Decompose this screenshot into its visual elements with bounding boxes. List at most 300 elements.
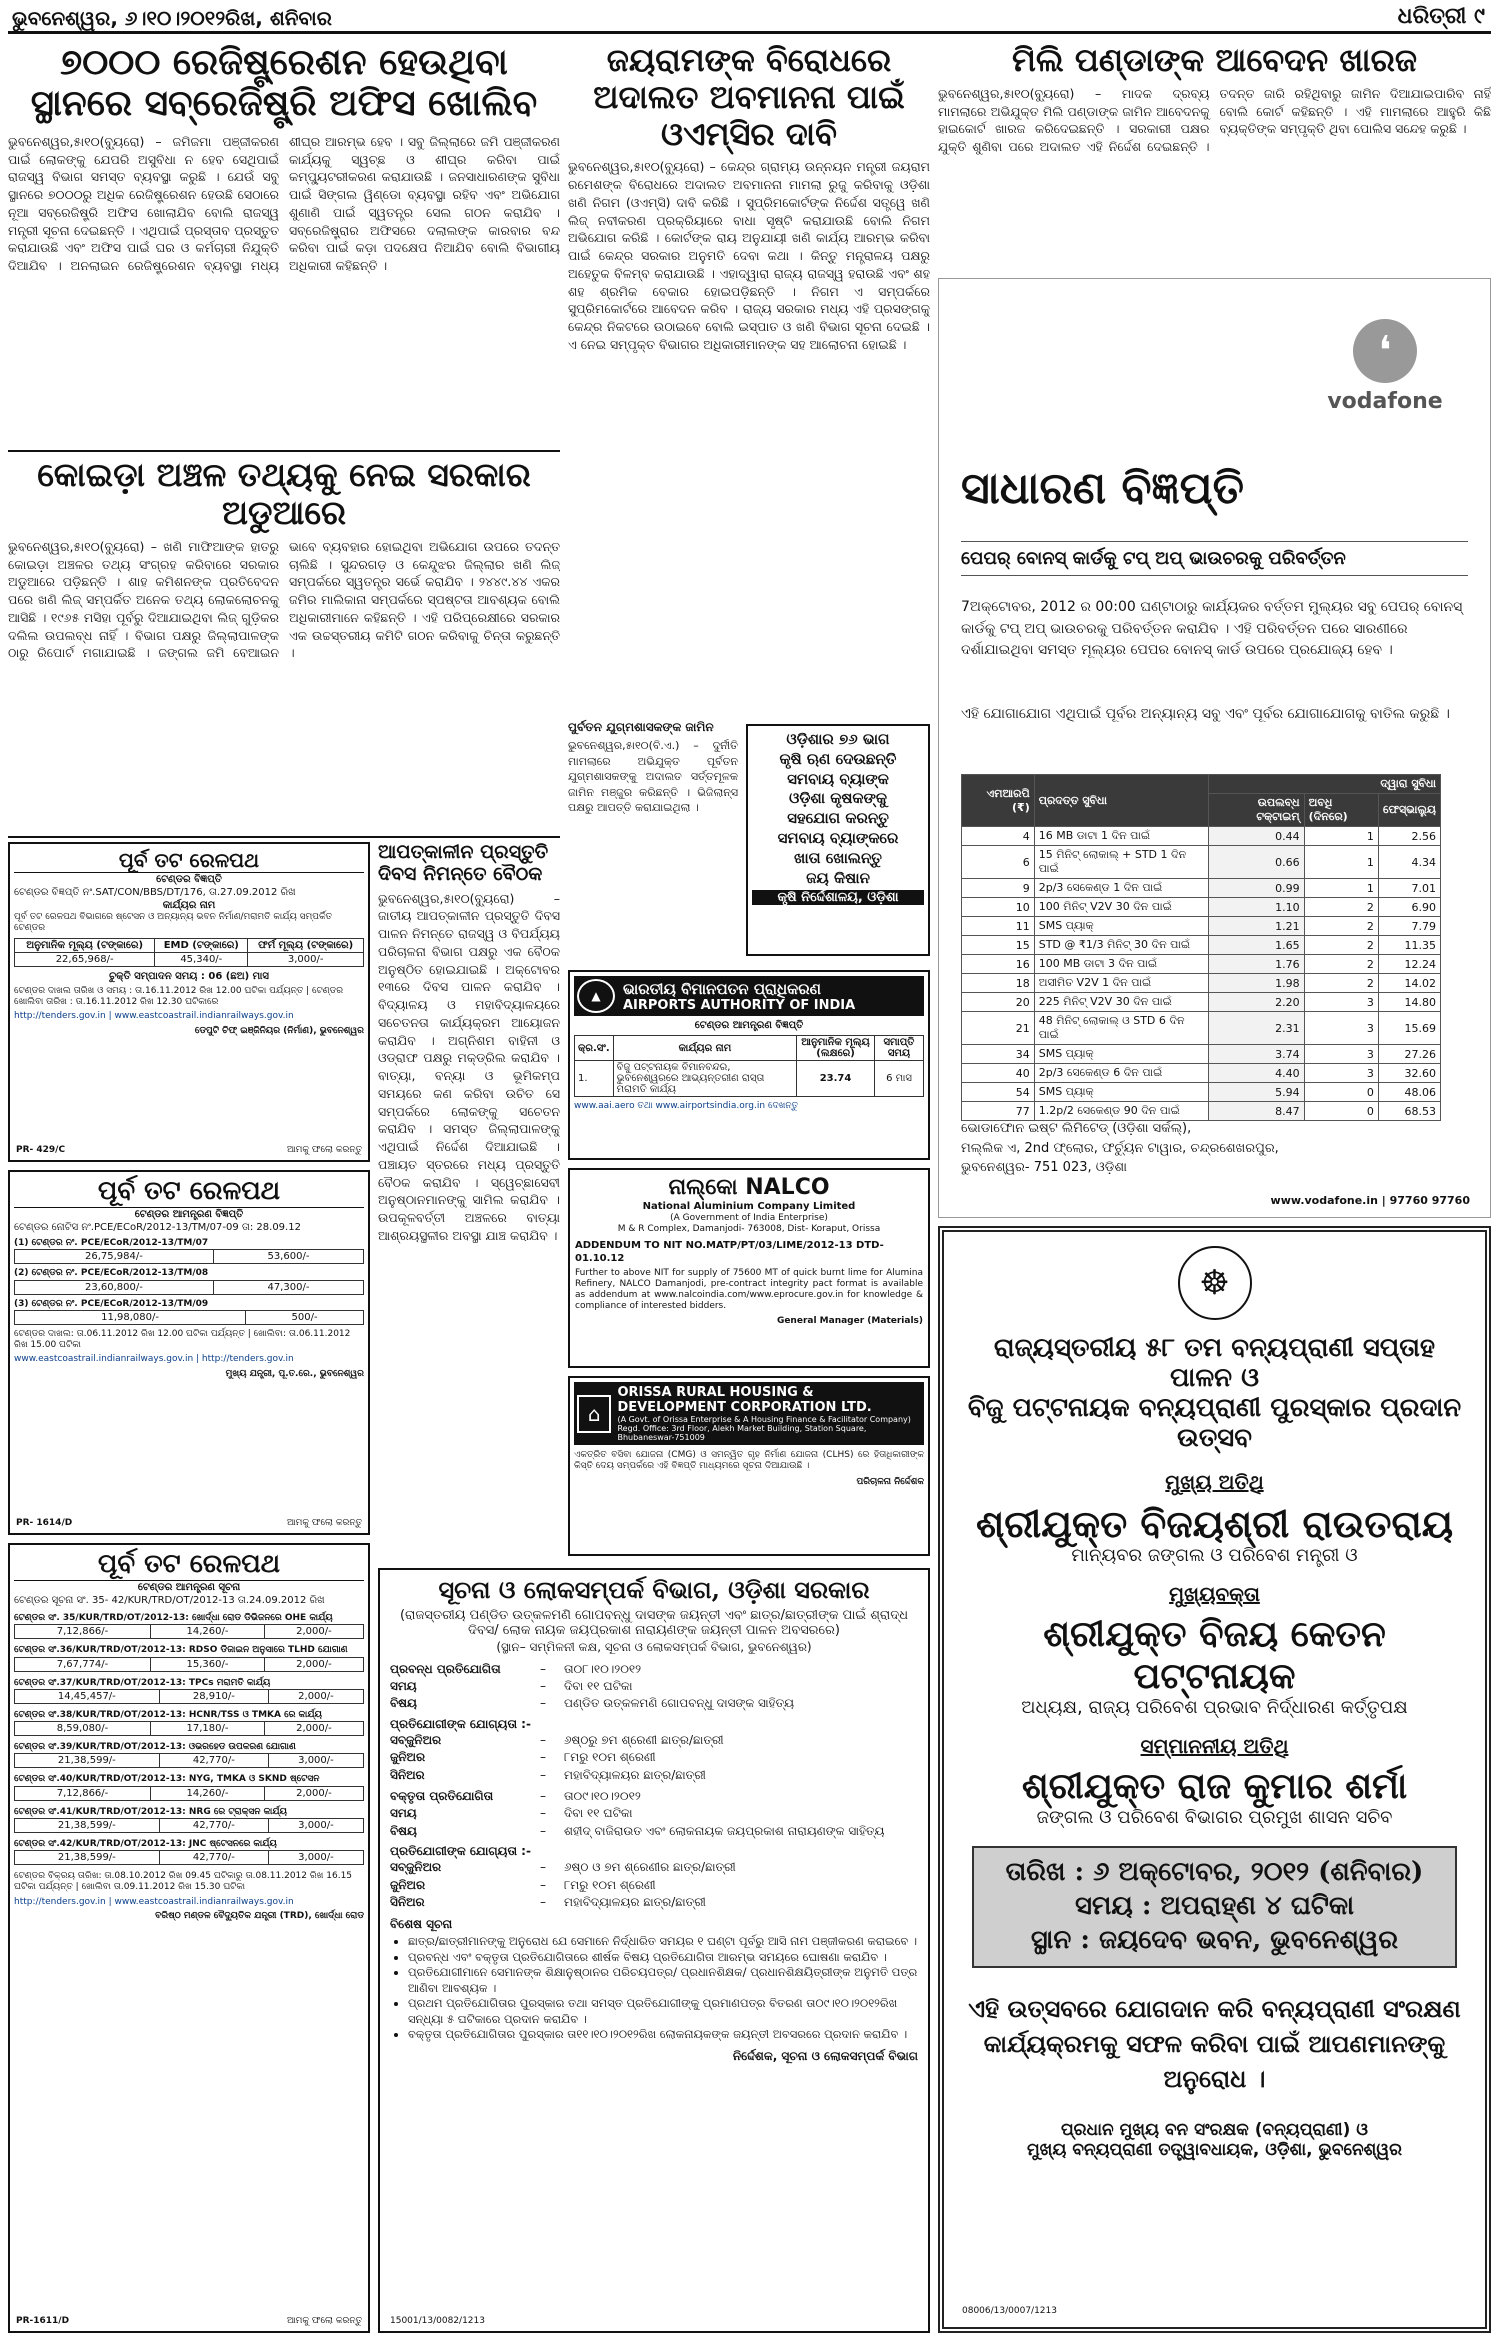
item-no: (3) ଟେଣ୍ଡର ନଂ. PCE/ECoR/2012-13/TM/09 xyxy=(14,1298,209,1309)
nalco-addendum: ADDENDUM TO NIT NO.MATP/PT/03/LIME/2012-13 DTD-01.10.12 xyxy=(575,1239,884,1264)
wildlife-sign2: ମୁଖ୍ୟ ବନ୍ୟପ୍ରାଣୀ ତତ୍ତ୍ୱାବଧାୟକ, ଓଡ଼ିଶା, ଭୁବନେଶ୍ୱର xyxy=(1026,2140,1403,2161)
aai-ad xyxy=(568,970,930,1160)
info-row-sep: – xyxy=(540,1894,546,1909)
vodafone-address: ଭୋଡାଫୋନ ଇଷ୍ଟ ଲିମିଟେଡ୍ (ଓଡ଼ିଶା ସର୍କଲ୍), ମଲ୍ଲିକ ଏ, 2nd ଫ୍ଲୋର, ଫର୍ଚ୍ୟୁନ ଟାୱାର, ଚନ୍ଦ୍ରଶେଖରପୁର, ଭୁବନେଶ୍ୱର- 751 023, ଓଡ଼ିଶା xyxy=(961,1121,1279,1175)
page-header xyxy=(8,4,1491,34)
item-form-cost: 2,000/- xyxy=(268,1689,363,1703)
tariff-cell: 6.90 xyxy=(1378,898,1440,917)
follow-text: ଆମକୁ ଫଲୋ କରନ୍ତୁ xyxy=(286,1144,362,1155)
info-row-label: ସମୟ xyxy=(390,1678,417,1693)
tariff-cell: SMS ପ୍ୟାକ୍ xyxy=(1034,1045,1208,1064)
chief-desig: ମାନ୍ୟବର ଜଙ୍ଗଲ ଓ ପରିବେଶ ମନ୍ତ୍ରୀ ଓ xyxy=(1071,1545,1358,1567)
item-emd: 28,910/- xyxy=(159,1689,268,1703)
tender-items xyxy=(14,1613,364,1865)
note-item: • ପ୍ରବନ୍ଧ ଏବଂ ବକ୍ତୃତା ପ୍ରତିଯୋଗିତାରେ ଶୀର୍ଷକ ବିଷୟ ପ୍ରତିଯୋଗିତା ଆରମ୍ଭ ସମୟରେ ଘୋଷଣା କରାଯିବ । xyxy=(408,1950,918,1966)
info-row-label: ସିନିଅର xyxy=(390,1894,425,1909)
tariff-row xyxy=(962,936,1441,955)
tariff-cell: 4.34 xyxy=(1378,846,1440,879)
vodafone-brand: vodafone xyxy=(1327,389,1443,414)
item-no: ଟେଣ୍ଡର ସଂ.39/KUR/TRD/OT/2012-13: ଓଭରହେଡ ଉପକରଣ ଯୋଗାଣ xyxy=(14,1742,296,1752)
coop-line: ଓଡ଼ିଶାର ୭୬ ଭାଗ xyxy=(786,730,890,748)
cooperative-ad xyxy=(746,724,930,956)
event-time: ସମୟ : ଅପରାହ୍ଣ ୪ ଘଟିକା xyxy=(1074,1891,1355,1922)
tariff-row xyxy=(962,993,1441,1012)
tender-title: ପୂର୍ବ ତଟ ରେଳପଥ xyxy=(14,1549,364,1581)
tender-item xyxy=(14,1710,364,1736)
vodafone-title: ସାଧାରଣ ବିଜ୍ଞପ୍ତି xyxy=(961,463,1244,514)
info-code: 15001/13/0082/1213 xyxy=(390,2315,485,2326)
tariff-cell: 11.35 xyxy=(1378,936,1440,955)
tender-dates: ଟେଣ୍ଡର ଦାଖଲ ତାରିଖ ଓ ସମୟ : ତା.16.11.2012 ରିଖ 12.00 ଘଟିକା ପର୍ଯ୍ୟନ୍ତ | ଟେଣ୍ଡର ଖୋଲିବା ତାରିଖ : ତା.16.11.2012 ରିଖ 12.30 ଘଟିକାରେ xyxy=(14,985,344,1007)
tariff-cell: 2p/3 ସେକେଣ୍ଡ 1 ଦିନ ପାଇଁ xyxy=(1034,879,1208,898)
tender-item xyxy=(14,1268,364,1294)
item-emd: 47,300/- xyxy=(213,1280,363,1294)
info-row xyxy=(390,1661,918,1678)
note-item: • ବକ୍ତୃତା ପ୍ରତିଯୋଗିତାର ପୁରସ୍କାର ତା୧୧।୧୦।୨୦୧୨ରିଖ ଲୋକନାୟକଙ୍କ ଜୟନ୍ତୀ ଅବସରରେ ପ୍ରଦାନ କରାଯିବ । xyxy=(408,2027,918,2043)
item-emd: 15,360/- xyxy=(151,1657,265,1671)
info-row-value: ଦିବା ୧୧ ଘଟିକା xyxy=(564,1806,633,1821)
wildlife-code: 08006/13/0007/1213 xyxy=(962,2305,1057,2316)
info-row-sep: – xyxy=(540,1806,546,1821)
info-row-sep: – xyxy=(540,1732,546,1747)
info-row-value: ତା୦୮।୧୦।୨୦୧୨ xyxy=(564,1661,642,1676)
orhdc-name1: ORISSA RURAL HOUSING & xyxy=(617,1385,814,1400)
info-row-value: ମହାବିଦ୍ୟାଳୟର ଛାତ୍ର/ଛାତ୍ରୀ xyxy=(564,1894,706,1909)
info-row xyxy=(390,1894,918,1911)
tender-subtitle: ଟେଣ୍ଡର ବିଜ୍ଞପ୍ତି xyxy=(156,874,222,885)
tariff-cell: 1 xyxy=(1304,827,1378,846)
tariff-cell: STD @ ₹1/3 ମିନିଟ୍ 30 ଦିନ ପାଇଁ xyxy=(1034,936,1208,955)
coop-line: ଖାତା ଖୋଲନ୍ତୁ xyxy=(793,848,883,867)
item-emd: 17,180/- xyxy=(151,1722,265,1736)
tariff-cell: 5.94 xyxy=(1208,1083,1304,1102)
tariff-cell: 4 xyxy=(962,827,1035,846)
tariff-cell: 48.06 xyxy=(1378,1083,1440,1102)
item-value: 7,67,774/- xyxy=(15,1657,151,1671)
item-form-cost: 2,000/- xyxy=(264,1625,363,1639)
info-row-sep: – xyxy=(540,1678,546,1693)
info-row-sep: – xyxy=(540,1823,546,1838)
nalco-address: M & R Complex, Damanjodi- 763008, Dist- Koraput, Orissa xyxy=(617,1224,881,1235)
story-koida xyxy=(8,456,560,858)
tender-item xyxy=(14,1839,364,1865)
tariff-row xyxy=(962,1045,1441,1064)
rail-tender-3 xyxy=(8,1543,370,2333)
orhdc-name2: DEVELOPMENT CORPORATION LTD. xyxy=(617,1400,872,1415)
coop-line: ସମବାୟ ବ୍ୟାଙ୍କ xyxy=(787,769,889,788)
item-emd: 14,260/- xyxy=(151,1786,265,1800)
item-value: 11,98,080/- xyxy=(15,1310,246,1324)
orhdc-sign: ପରିଚାଳନା ନିର୍ଦ୍ଦେଶକ xyxy=(856,1476,924,1487)
info-row-label: ବିଷୟ xyxy=(390,1823,417,1838)
wildlife-line2: ବିଜୁ ପଟ୍ଟନାୟକ ବନ୍ୟପ୍ରାଣୀ ପୁରସ୍କାର ପ୍ରଦାନ ଉତ୍ସବ xyxy=(967,1392,1462,1453)
dateline: ଭୁବନେଶ୍ୱର, ୬।୧୦।୨୦୧୨ରିଖ, ଶନିବାର xyxy=(12,6,332,30)
guest-desig: ଜଙ୍ଗଲ ଓ ପରିବେଶ ବିଭାଗର ପ୍ରମୁଖ ଶାସନ ସଚିବ xyxy=(1036,1807,1393,1829)
cost-table: ଅନୁମାନିକ ମୂଲ୍ୟ (ଟଙ୍କାରେ) EMD (ଟଙ୍କାରେ) ଫର୍ମ ମୂଲ୍ୟ (ଟଙ୍କାରେ) 22,65,968/- 45,340/- 3,000/- xyxy=(14,938,364,967)
contract-period: ଚୁକ୍ତି ସମ୍ପାଦନ ସମୟ : 06 (ଛଅ) ମାସ xyxy=(109,970,269,982)
item-no: (1) ଟେଣ୍ଡର ନଂ. PCE/ECoR/2012-13/TM/07 xyxy=(14,1238,209,1248)
tariff-cell: 7.79 xyxy=(1378,917,1440,936)
tender-items xyxy=(14,1238,364,1325)
note-item: • ଛାତ୍ର/ଛାତ୍ରୀମାନଙ୍କୁ ଅନୁରୋଧ ଯେ ସେମାନେ ନିର୍ଦ୍ଧାରିତ ସମୟର ୧ ଘଣ୍ଟା ପୂର୍ବରୁ ଆସି ନାମ ପଞ୍ଜୀକରଣ କରାଇବେ । xyxy=(408,1934,918,1950)
tariff-cell: ଅସୀମିତ V2V 1 ଦିନ ପାଇଁ xyxy=(1034,974,1208,993)
guest-label: ସମ୍ମାନନୀୟ ଅତିଥି xyxy=(1140,1734,1289,1759)
tender-dates: ଟେଣ୍ଡର ବିକ୍ରୟ ତାରିଖ: ତା.08.10.2012 ରିଖ 09.45 ଘଟିକାରୁ ତା.08.11.2012 ରିଖ 16.15 ଘଟିକା ପର୍ଯ୍ୟନ୍ତ | ଖୋଲିବା ତା.09.11.2012 ରିଖ 15.30 ଘଟିକା xyxy=(14,1871,353,1893)
tariff-cell: 225 ମିନିଟ୍ V2V 30 ଦିନ ପାଇଁ xyxy=(1034,993,1208,1012)
tariff-cell: 0 xyxy=(1304,1083,1378,1102)
vodafone-web[interactable]: www.vodafone.in | 97760 97760 xyxy=(1270,1194,1470,1207)
tariff-cell: 8.47 xyxy=(1208,1102,1304,1121)
tariff-row xyxy=(962,827,1441,846)
tariff-cell: 54 xyxy=(962,1083,1035,1102)
story-body: ଭୁବନେଶ୍ୱର,୫ା୧୦(ବି.ଏ.) – ଦୁର୍ନୀତି ମାମଲାରେ ଅଭିଯୁକ୍ତ ପୂର୍ବତନ ଯୁଗ୍ମଶାସକଙ୍କୁ ଅଦାଲତ ସର୍ତ୍ତମୂଳକ ଜାମିନ ମଞ୍ଜୁର କରିଛନ୍ତି । ଭିଜିଲାନ୍ସ ପକ୍ଷରୁ ଆପତ୍ତି କରାଯାଇଥିଲା । xyxy=(568,739,738,815)
tariff-cell: 1.98 xyxy=(1208,974,1304,993)
info-row-label: ବକ୍ତୃତା ପ୍ରତିଯୋଗିତା xyxy=(390,1788,494,1803)
coop-line: କୃଷି ଋଣ ଦେଉଛନ୍ତି xyxy=(779,749,897,768)
tariff-cell: 34 xyxy=(962,1045,1035,1064)
tariff-cell: 0.44 xyxy=(1208,827,1304,846)
tender-sign: ବରିଷ୍ଠ ମଣ୍ଡଳ ବୈଦ୍ୟୁତିକ ଯନ୍ତ୍ରୀ (TRD), ଖୋର୍ଦ୍ଧା ରୋଡ xyxy=(155,1910,364,1921)
tariff-cell: SMS ପ୍ୟାକ୍ xyxy=(1034,1083,1208,1102)
rail-tender-1 xyxy=(8,842,370,1162)
tender-subtitle: ଟେଣ୍ଡର ଆମନ୍ତ୍ରଣ ବିଜ୍ଞପ୍ତି xyxy=(134,1209,244,1220)
aai-name-en: AIRPORTS AUTHORITY OF INDIA xyxy=(623,997,856,1013)
info-row-value: ୮ମରୁ ୧୦ମ ଶ୍ରେଣୀ xyxy=(564,1877,656,1892)
tariff-cell: 1.76 xyxy=(1208,955,1304,974)
chief-label: ମୁଖ୍ୟ ଅତିଥି xyxy=(1165,1469,1264,1494)
orhdc-ad xyxy=(568,1376,930,1556)
tariff-cell: 15.69 xyxy=(1378,1012,1440,1045)
tariff-cell: 7.01 xyxy=(1378,879,1440,898)
tender-ref: ଟେଣ୍ଡର ସୂଚନା ସଂ. 35- 42/KUR/TRD/OT/2012-13 ତା.24.09.2012 ରିଖ xyxy=(14,1595,325,1606)
item-form-cost: 3,000/- xyxy=(268,1851,363,1865)
item-form-cost: 2,000/- xyxy=(264,1786,363,1800)
tender-ref: ଟେଣ୍ଡର ନୋଟିସ ନଂ.PCE/ECoR/2012-13/TM/07-09 ତା: 28.09.12 xyxy=(14,1222,301,1233)
item-form-cost: 3,000/- xyxy=(268,1754,363,1768)
tender-subtitle: ଟେଣ୍ଡର ଆମନ୍ତ୍ରଣ ସୂଚନା xyxy=(137,1582,241,1593)
story-body: ଭୁବନେଶ୍ୱର,୫ା୧୦(ବ୍ୟୁରୋ) – ମାଦକ ଦ୍ରବ୍ୟ ମାମଲାରେ ଅଭିଯୁକ୍ତ ମିଲି ପଣ୍ଡାଙ୍କ ଜାମିନ ଆବେଦନକୁ ହାଇକୋର୍ଟ ଖାରଜ କରିଦେଇଛନ୍ତି । ସରକାରୀ ପକ୍ଷର ଯୁକ୍ତି ଶୁଣିବା ପରେ ଅଦାଲତ ଏହି ନିର୍ଦ୍ଦେଶ ଦେଇଛନ୍ତି । ତଦନ୍ତ ଜାରି ରହିଥିବାରୁ ଜାମିନ ଦିଆଯାଇପାରିବ ନାହିଁ ବୋଲି କୋର୍ଟ କହିଛନ୍ତି । ଏହି ମାମଲାରେ ଆହୁରି କିଛି ବ୍ୟକ୍ତିଙ୍କ ସମ୍ପୃକ୍ତି ଥିବା ପୋଲିସ ସନ୍ଦେହ କରୁଛି । xyxy=(938,85,1491,155)
info-row xyxy=(390,1788,918,1805)
tariff-cell: 4.40 xyxy=(1208,1064,1304,1083)
story-registration xyxy=(8,42,560,443)
vodafone-subtitle: ପେପର୍ ବୋନସ୍ କାର୍ଡକୁ ଟପ୍ ଅପ୍ ଭାଉଚରକୁ ପରିବର୍ତ୍ତନ xyxy=(961,541,1468,576)
info-title: ସୂଚନା ଓ ଲୋକସମ୍ପର୍କ ବିଭାଗ, ଓଡ଼ିଶା ସରକାର xyxy=(438,1575,870,1604)
tariff-cell: 3.74 xyxy=(1208,1045,1304,1064)
divider xyxy=(8,450,560,452)
headline: ପୁର୍ବତନ ଯୁଗ୍ମଶାସକଙ୍କ ଜାମିନ xyxy=(568,720,714,734)
tariff-cell: 3 xyxy=(1304,993,1378,1012)
info-row-value: ଶହୀଦ୍ ବାଜିରାଉତ ଏବଂ ଲୋକନାୟକ ଜୟପ୍ରକାଶ ନାରାୟଣଙ୍କ ସାହିତ୍ୟ xyxy=(564,1823,885,1838)
info-row-label: ଜୁନିଅର xyxy=(390,1750,426,1765)
info-eligibility-2 xyxy=(390,1859,918,1911)
tariff-cell: 100 MB ଡାଟା 3 ଦିନ ପାଇଁ xyxy=(1034,955,1208,974)
tariff-cell: 2 xyxy=(1304,974,1378,993)
aai-logo-icon: ▲ xyxy=(577,979,615,1013)
tariff-cell: 2.20 xyxy=(1208,993,1304,1012)
tender-sign: ଡେପୁଟି ଚିଫ୍ ଇଞ୍ଜିନିୟର (ନିର୍ମାଣ), ଭୁବନେଶ୍ୱର xyxy=(194,1026,364,1037)
item-no: ଟେଣ୍ଡର ସଂ.40/KUR/TRD/OT/2012-13: NYG, TMKA ଓ SKND ଷ୍ଟେସନ xyxy=(14,1774,320,1785)
info-row-label: ସବ୍‌ଜୁନିଅର xyxy=(390,1860,442,1875)
story-body: ଭୁବନେଶ୍ୱର,୫ା୧୦(ବ୍ୟୁରୋ) – କେନ୍ଦ୍ର ଗ୍ରାମ୍ୟ ଉନ୍ନୟନ ମନ୍ତ୍ରୀ ଜୟରାମ ରମେଶଙ୍କ ବିରୋଧରେ ଅଦାଲତ ଅବମାନନା ମାମଲା ରୁଜୁ କରିବାକୁ ଓଡ଼ିଶା ଖଣି ନିଗମ (ଓଏମ୍‌ସି) ଦାବି କରିଛି । ସୁପ୍ରିମକୋର୍ଟଙ୍କ ନିର୍ଦ୍ଦେଶ ସତ୍ତ୍ୱେ ଖଣି ଲିଜ୍ ନବୀକରଣ ପ୍ରକ୍ରିୟାରେ ବାଧା ସୃଷ୍ଟି କରାଯାଉଛି ବୋଲି ନିଗମ ଅଭିଯୋଗ କରିଛି । କୋର୍ଟଙ୍କ ରାୟ ଅନୁଯାୟୀ ଖଣି କାର୍ଯ୍ୟ ଆରମ୍ଭ କରିବା ପାଇଁ କେନ୍ଦ୍ର ସରକାର ଅନୁମତି ଦେବା କଥା । କିନ୍ତୁ ମନ୍ତ୍ରାଳୟ ପକ୍ଷରୁ ଅହେତୁକ ବିଳମ୍ବ କରାଯାଉଛି । ଏହାଦ୍ୱାରା ରାଜ୍ୟ ରାଜସ୍ୱ ହରାଉଛି ଏବଂ ଶହ ଶହ ଶ୍ରମିକ ବେକାର ହୋଇପଡ଼ିଛନ୍ତି । ନିଗମ ଏ ସମ୍ପର୍କରେ ସୁପ୍ରିମକୋର୍ଟରେ ଆବେଦନ କରିବ । ରାଜ୍ୟ ସରକାର ମଧ୍ୟ ଏହି ପ୍ରସଙ୍ଗକୁ କେନ୍ଦ୍ର ନିକଟରେ ଉଠାଇବେ ବୋଲି ଇସ୍ପାତ ଓ ଖଣି ବିଭାଗ ସୂଚନା ଦେଇଛି । ଏ ନେଇ ସମ୍ପୃକ୍ତ ବିଭାଗର ଅଧିକାରୀମାନଙ୍କ ସହ ଆଲୋଚନା ହୋଇଛି । xyxy=(568,159,930,352)
speaker-name: ଶ୍ରୀଯୁକ୍ତ ବିଜୟ କେତନ ପଟ୍ଟନାୟକ xyxy=(1043,1613,1386,1697)
vodafone-table: ଏମଆରପି (₹) ପ୍ରଦତ୍ତ ସୁବିଧା ଦ୍ୱାରା ସୁବିଧା ଉପଲବ୍ଧ ଟକ୍‌ଟାଇମ୍ ଅବଧି (ଦିନରେ) ଫେସ୍‌ଭାଲ୍ୟୁ 4 16 MB ଡାଟା 1 ଦିନ ପାଇଁ 0.44 1 2.56 6 15 ମିନିଟ୍ ଲୋକାଲ୍ + STD 1 ଦିନ ପାଇଁ 0.66 1 4.34 9 2p/3 ସେକେଣ୍ଡ 1 ଦିନ ପାଇଁ 0.99 1 7.01 10 100 ମିନିଟ୍ V2V 30 ଦିନ ପାଇଁ 1.10 2 6.90 11 SMS ପ୍ୟାକ୍ 1.21 2 7.79 15 STD @ ₹1/3 ମିନିଟ୍ 30 ଦିନ ପାଇଁ 1.65 2 11.35 16 100 MB ଡାଟା 3 ଦିନ ପାଇଁ 1.76 2 12.24 18 ଅସୀମିତ V2V 1 ଦିନ ପାଇଁ 1.98 2 14.02 20 225 ମିନିଟ୍ V2V 30 ଦିନ ପାଇଁ 2.20 3 14.80 21 48 ମିନିଟ୍ ଲୋକାଲ୍ ଓ STD 6 ଦିନ ପାଇଁ 2.31 3 15.69 34 SMS ପ୍ୟାକ୍ 3.74 3 27.26 40 2p/3 ସେକେଣ୍ଡ 6 ଦିନ ପାଇଁ 4.40 3 32.60 54 SMS ପ୍ୟାକ୍ 5.94 0 48.06 77 1.2p/2 ସେକେଣ୍ଡ 90 ଦିନ ପାଇଁ 8.47 0 68.53 xyxy=(961,774,1441,1121)
tender-web[interactable]: http://tenders.gov.in | www.eastcoastrail.indianrailways.gov.in xyxy=(14,1896,294,1907)
tariff-cell: 2 xyxy=(1304,917,1378,936)
nalco-brand: ନାଲ୍‌କୋ NALCO xyxy=(668,1175,830,1200)
info-row xyxy=(390,1859,918,1876)
nalco-text: Further to above NIT for supply of 75600 MT of quick burnt lime for Alumina Refinery, NALCO Damanjodi, pre-contract integrity pact format is available as addendum at www.nalcoindia.com/www.eprocure.gov.in for knowledge & compliance of interested bidders. xyxy=(575,1267,923,1312)
coop-line: ଓଡ଼ିଶା କୃଷକଙ୍କୁ xyxy=(789,789,887,808)
item-emd: 42,770/- xyxy=(159,1851,268,1865)
tariff-cell: 0.99 xyxy=(1208,879,1304,898)
tariff-cell: 1.21 xyxy=(1208,917,1304,936)
item-no: ଟେଣ୍ଡର ସଂ.42/KUR/TRD/OT/2012-13: JNC ଷ୍ଟେସନରେ କାର୍ଯ୍ୟ xyxy=(14,1838,277,1849)
tender-title: ପୂର୍ବ ତଟ ରେଳପଥ xyxy=(14,1176,364,1208)
tariff-cell: 3 xyxy=(1304,1045,1378,1064)
headline: କୋଇଡ଼ା ଅଞ୍ଚଳ ତଥ୍ୟକୁ ନେଇ ସରକାର ଅଡୁଆରେ xyxy=(37,455,531,532)
chief-name: ଶ୍ରୀଯୁକ୍ତ ବିଜୟଶ୍ରୀ ରାଉତରାୟ xyxy=(975,1500,1454,1546)
vodafone-para1: 7ଅକ୍ଟୋବର, 2012 ର 00:00 ଘଣ୍ଟାଠାରୁ କାର୍ଯ୍ୟକର ବର୍ତ୍ତମ ମୁଲ୍ୟର ସବୁ ପେପର୍ ବୋନସ୍ କାର୍ଡକୁ ଟପ୍ ଅପ୍ ଭାଉଚରକୁ ପରିବର୍ତ୍ତନ କରାଯିବ । ଏହି ପରିବର୍ତ୍ତନ ପରେ ସାରଣୀରେ ଦର୍ଶାଯାଇଥିବା ସମସ୍ତ ମୂଲ୍ୟର ପେପର ବୋନସ୍ କାର୍ଡ ଉପରେ ପ୍ରଯୋଜ୍ୟ ହେବ । xyxy=(961,599,1463,659)
event-appeal: ଏହି ଉତ୍ସବରେ ଯୋଗଦାନ କରି ବନ୍ୟପ୍ରାଣୀ ସଂରକ୍ଷଣ କାର୍ଯ୍ୟକ୍ରମକୁ ସଫଳ କରିବା ପାଇଁ ଆପଣମାନଙ୍କୁ ଅନୁରୋଧ । xyxy=(968,1994,1461,2093)
item-emd: 500/- xyxy=(246,1310,364,1324)
tender-item xyxy=(14,1238,364,1264)
tariff-cell: 14.80 xyxy=(1378,993,1440,1012)
coop-footer: କୃଷି ନିର୍ଦ୍ଦେଶାଳୟ, ଓଡ଼ିଶା xyxy=(752,890,924,905)
tariff-cell: 2 xyxy=(1304,936,1378,955)
item-value: 23,60,800/- xyxy=(15,1280,214,1294)
tariff-cell: 9 xyxy=(962,879,1035,898)
info-row-value: ଦିବା ୧୧ ଘଟିକା xyxy=(564,1678,633,1693)
story-bail xyxy=(568,720,738,960)
tariff-cell: 20 xyxy=(962,993,1035,1012)
info-dept-ad xyxy=(378,1568,930,2333)
tariff-row xyxy=(962,917,1441,936)
tariff-row xyxy=(962,1012,1441,1045)
headline: ଜୟରାମଙ୍କ ବିରୋଧରେ ଅଦାଲତ ଅବମାନନା ପାଇଁ ଓଏମ୍‌ସିର ଦାବି xyxy=(593,41,905,153)
info-row xyxy=(390,1877,918,1894)
info-row-sep: – xyxy=(540,1788,546,1803)
tender-sign: ମୁଖ୍ୟ ଯନ୍ତ୍ରୀ, ପୂ.ତ.ରେ., ଭୁବନେଶ୍ୱର xyxy=(225,1368,364,1379)
tender-item xyxy=(14,1807,364,1833)
vodafone-ad xyxy=(938,278,1491,1218)
item-emd: 42,770/- xyxy=(159,1754,268,1768)
tender-code: PR- 429/C xyxy=(16,1144,66,1155)
item-value: 21,38,599/- xyxy=(15,1754,160,1768)
info-row-value: ମହାବିଦ୍ୟାଳୟର ଛାତ୍ର/ଛାତ୍ରୀ xyxy=(564,1767,706,1782)
info-row-sep: – xyxy=(540,1767,546,1782)
vodafone-speechmark-icon: ❛ xyxy=(1353,319,1417,383)
story-jairam xyxy=(568,42,930,698)
tender-code: PR- 1614/D xyxy=(16,1517,73,1528)
nalco-company: National Aluminium Company Limited xyxy=(642,1201,856,1212)
item-no: ଟେଣ୍ଡର ସଂ. 35/KUR/TRD/OT/2012-13: ଖୋର୍ଦ୍ଧା ରୋଡ ଡିଭିଜନରେ OHE କାର୍ଯ୍ୟ xyxy=(14,1613,333,1623)
info-row-sep: – xyxy=(540,1750,546,1765)
item-no: (2) ଟେଣ୍ଡର ନଂ. PCE/ECoR/2012-13/TM/08 xyxy=(14,1268,209,1279)
item-emd: 53,600/- xyxy=(213,1250,363,1264)
tariff-cell: 0 xyxy=(1304,1102,1378,1121)
nalco-sign: General Manager (Materials) xyxy=(776,1315,923,1326)
info-venue: (ସ୍ଥାନ– ସମ୍ମିଳନୀ କକ୍ଷ, ସୂଚନା ଓ ଲୋକସମ୍ପର୍କ ବିଭାଗ, ଭୁବନେଶ୍ୱର) xyxy=(496,1639,812,1654)
info-eligibility-1 xyxy=(390,1732,918,1784)
tariff-cell: 40 xyxy=(962,1064,1035,1083)
tariff-cell: 1.10 xyxy=(1208,898,1304,917)
tariff-cell: 14.02 xyxy=(1378,974,1440,993)
info-row-sep: – xyxy=(540,1877,546,1892)
tariff-row xyxy=(962,1083,1441,1102)
tariff-cell: 3 xyxy=(1304,1012,1378,1045)
speaker-desig: ଅଧ୍ୟକ୍ଷ, ରାଜ୍ୟ ପରିବେଶ ପ୍ରଭାବ ନିର୍ଦ୍ଧାରଣ କର୍ତ୍ତୃପକ୍ଷ xyxy=(1021,1697,1408,1719)
tariff-cell: SMS ପ୍ୟାକ୍ xyxy=(1034,917,1208,936)
info-row-sep: – xyxy=(540,1661,546,1676)
tariff-row xyxy=(962,974,1441,993)
aai-title: ଟେଣ୍ଡର ଆମନ୍ତ୍ରଣ ବିଜ୍ଞପ୍ତି xyxy=(694,1020,804,1031)
tender-title: ପୂର୍ବ ତଟ ରେଳପଥ xyxy=(14,848,364,873)
orhdc-text: ଏକତ୍ରିତ ବସିବା ଯୋଜନା (CMG) ଓ ସମନ୍ୱିତ ଗୃହ ନିର୍ମାଣ ଯୋଜନା (CLHS) ରେ ହିତାଧିକାରୀଙ୍କ କିସ୍ତି ଦେୟ ସମ୍ପର୍କରେ ଏହି ବିଜ୍ଞପ୍ତି ମାଧ୍ୟମରେ ସୂଚନା ଦିଆଯାଉଛି । xyxy=(574,1450,924,1472)
info-row-label: ବିଷୟ xyxy=(390,1696,417,1711)
tariff-cell: 15 xyxy=(962,936,1035,955)
tariff-cell: 2p/3 ସେକେଣ୍ଡ 6 ଦିନ ପାଇଁ xyxy=(1034,1064,1208,1083)
orhdc-sub: (A Govt. of Orissa Enterprise & A Housing Finance & Facilitator Company) xyxy=(617,1415,911,1424)
info-row xyxy=(390,1767,918,1784)
tariff-cell: 3 xyxy=(1304,1064,1378,1083)
coop-lines xyxy=(752,730,924,888)
orhdc-reg: Regd. Office: 3rd Floor, Alekh Market Building, Station Square, Bhubaneswar-751009 xyxy=(617,1424,867,1442)
tender-item xyxy=(14,1742,364,1768)
event-details xyxy=(972,1846,1457,1968)
tender-code: PR-1611/D xyxy=(16,2315,70,2326)
info-row-sep: – xyxy=(540,1860,546,1875)
tariff-cell: 6 xyxy=(962,846,1035,879)
tariff-row xyxy=(962,1064,1441,1083)
info-row-label: ସିନିଅର xyxy=(390,1767,425,1782)
wildlife-sign1: ପ୍ରଧାନ ମୁଖ୍ୟ ବନ ସଂରକ୍ଷକ (ବନ୍ୟପ୍ରାଣୀ) ଓ xyxy=(1060,2120,1369,2141)
note-list xyxy=(408,1934,918,2043)
tariff-cell: 32.60 xyxy=(1378,1064,1440,1083)
info-row-label: ସବ୍‌ଜୁନିଅର xyxy=(390,1732,442,1747)
tariff-row xyxy=(962,846,1441,879)
headline: ଆପତ୍‌କାଳୀନ ପ୍ରସ୍ତୁତି ଦିବସ ନିମନ୍ତେ ବୈଠକ xyxy=(378,841,549,885)
info-row xyxy=(390,1732,918,1749)
headline: ମିଲି ପଣ୍ଡାଙ୍କ ଆବେଦନ ଖାରଜ xyxy=(1012,41,1417,79)
item-value: 8,59,080/- xyxy=(15,1722,151,1736)
item-value: 7,12,866/- xyxy=(15,1625,151,1639)
aai-web[interactable]: www.aai.aero ତଥା www.airportsindia.org.in ଦେଖନ୍ତୁ xyxy=(574,1101,798,1111)
story-body: ଭୁବନେଶ୍ୱର,୫ା୧୦(ବ୍ୟୁରୋ) – ଜାତୀୟ ଆପତ୍‌କାଳୀନ ପ୍ରସ୍ତୁତି ଦିବସ ପାଳନ ନିମନ୍ତେ ରାଜସ୍ୱ ଓ ବିପର୍ଯ୍ୟୟ ପରିଚାଳନା ବିଭାଗ ପକ୍ଷରୁ ଏକ ବୈଠକ ଅନୁଷ୍ଠିତ ହୋଇଯାଇଛି । ଅକ୍ଟୋବର ୧୩ରେ ଦିବସ ପାଳନ କରାଯିବ । ବିଦ୍ୟାଳୟ ଓ ମହାବିଦ୍ୟାଳୟରେ ସଚେତନତା କାର୍ଯ୍ୟକ୍ରମ ଆୟୋଜନ କରାଯିବ । ଅଗ୍ନିଶମ ବାହିନୀ ଓ ଓଡ୍ରାଫ ପକ୍ଷରୁ ମକ୍‌ଡ୍ରିଲ କରାଯିବ । ବାତ୍ୟା, ବନ୍ୟା ଓ ଭୂମିକମ୍ପ ସମୟରେ କଣ କରିବା ଉଚିତ ସେ ସମ୍ପର୍କରେ ଲୋକଙ୍କୁ ସଚେତନ କରାଯିବ । ସମସ୍ତ ଜିଲ୍ଲାପାଳଙ୍କୁ ଏଥିପାଇଁ ନିର୍ଦ୍ଦେଶ ଦିଆଯାଇଛି । ପଞ୍ଚାୟତ ସ୍ତରରେ ମଧ୍ୟ ପ୍ରସ୍ତୁତି ବୈଠକ କରାଯିବ । ସ୍ୱେଚ୍ଛାସେବୀ ଅନୁଷ୍ଠାନମାନଙ୍କୁ ସାମିଲ କରାଯିବ । ଉପକୂଳବର୍ତ୍ତୀ ଅଞ୍ଚଳରେ ବାତ୍ୟା ଆଶ୍ରୟସ୍ଥଳୀର ଅବସ୍ଥା ଯାଞ୍ଚ କରାଯିବ । xyxy=(378,890,560,1243)
wildlife-ad xyxy=(938,1226,1491,2333)
tariff-cell: 12.24 xyxy=(1378,955,1440,974)
tender-item xyxy=(14,1774,364,1800)
tariff-cell: 2 xyxy=(1304,955,1378,974)
tariff-cell: 2 xyxy=(1304,898,1378,917)
tariff-cell: 2.56 xyxy=(1378,827,1440,846)
info-row-value: ୬ଷ୍ଠରୁ ୭ମ ଶ୍ରେଣୀ ଛାତ୍ର/ଛାତ୍ରୀ xyxy=(564,1732,724,1747)
work-label: କାର୍ଯ୍ୟର ନାମ xyxy=(162,900,216,911)
aai-name-or: ଭାରତୀୟ ବିମାନପତନ ପ୍ରାଧିକରଣ xyxy=(623,979,821,998)
info-row-value: ୮ମରୁ ୧୦ମ ଶ୍ରେଣୀ xyxy=(564,1750,656,1765)
info-row xyxy=(390,1805,918,1822)
item-no: ଟେଣ୍ଡର ସଂ.36/KUR/TRD/OT/2012-13: RDSO ଡିଜାଇନ ଅନୁସାରେ TLHD ଯୋଗାଣ xyxy=(14,1645,348,1656)
tariff-cell: 18 xyxy=(962,974,1035,993)
info-row xyxy=(390,1695,918,1712)
story-body: ଭୁବନେଶ୍ୱର,୫ା୧୦(ବ୍ୟୁରୋ) – ଜମିଜମା ପଞ୍ଜୀକରଣ ପାଇଁ ଲୋକଙ୍କୁ ଯେପରି ଅସୁବିଧା ନ ହେବ ସେଥିପାଇଁ ରାଜସ୍ୱ ବିଭାଗ ସମସ୍ତ ବ୍ୟବସ୍ଥା କରୁଛି । ଯେଉଁ ସବୁ ସ୍ଥାନରେ ୭୦୦୦ରୁ ଅଧିକ ରେଜିଷ୍ଟ୍ରେଶନ ହେଉଛି ସେଠାରେ ନୂଆ ସବ୍‌ରେଜିଷ୍ଟ୍ରି ଅଫିସ ଖୋଲାଯିବ ବୋଲି ରାଜସ୍ୱ ମନ୍ତ୍ରୀ ସୂଚନା ଦେଇଛନ୍ତି । ଏଥିପାଇଁ ପ୍ରସ୍ତାବ ପ୍ରସ୍ତୁତ କରାଯାଉଛି ଏବଂ ଅଫିସ ପାଇଁ ଘର ଓ କର୍ମଚାରୀ ନିଯୁକ୍ତି ଦିଆଯିବ । ଅନଲାଇନ ରେଜିଷ୍ଟ୍ରେଶନ ବ୍ୟବସ୍ଥା ମଧ୍ୟ ଶୀଘ୍ର ଆରମ୍ଭ ହେବ । ସବୁ ଜିଲ୍ଲାରେ ଜମି ପଞ୍ଜୀକରଣ କାର୍ଯ୍ୟକୁ ସ୍ୱଚ୍ଛ ଓ ଶୀଘ୍ର କରିବା ପାଇଁ କମ୍ପ୍ୟୁଟରୀକରଣ କରାଯାଉଛି । ଜନସାଧାରଣଙ୍କ ସୁବିଧା ପାଇଁ ସିଙ୍ଗଲ ୱିଣ୍ଡୋ ବ୍ୟବସ୍ଥା ରହିବ ଏବଂ ଅଭିଯୋଗ ଶୁଣାଣି ପାଇଁ ସ୍ୱତନ୍ତ୍ର ସେଲ ଗଠନ କରାଯିବ । ସବ୍‌ରେଜିଷ୍ଟ୍ରାର ଅଫିସରେ ଦଲାଲଙ୍କ କାରବାର ବନ୍ଦ କରିବା ପାଇଁ କଡ଼ା ପଦକ୍ଷେପ ନିଆଯିବ ବୋଲି ବିଭାଗୀୟ ଅଧିକାରୀ କହିଛନ୍ତି । xyxy=(8,133,560,274)
story-body: ଭୁବନେଶ୍ୱର,୫ା୧୦(ବ୍ୟୁରୋ) – ଖଣି ମାଫିଆଙ୍କ ହାତରୁ କୋଇଡ଼ା ଅଞ୍ଚଳର ତଥ୍ୟ ସଂଗ୍ରହ କରିବାରେ ସରକାର ଅଡୁଆରେ ପଡ଼ିଛନ୍ତି । ଶାହ କମିଶନଙ୍କ ପ୍ରତିବେଦନ ପରେ ଖଣି ଲିଜ୍ ସମ୍ପର୍କିତ ଅନେକ ତଥ୍ୟ ଲୋକଲୋଚନକୁ ଆସିଛି । ୧୯୬୫ ମସିହା ପୂର୍ବରୁ ଦିଆଯାଇଥିବା ଲିଜ୍ ଗୁଡ଼ିକର ଦଲିଲ ଉପଲବ୍ଧ ନାହିଁ । ବିଭାଗ ପକ୍ଷରୁ ଜିଲ୍ଲାପାଳଙ୍କ ଠାରୁ ରିପୋର୍ଟ ମଗାଯାଇଛି । ଜଙ୍ଗଲ ଜମି ବେଆଇନ ଭାବେ ବ୍ୟବହାର ହୋଇଥିବା ଅଭିଯୋଗ ଉପରେ ତଦନ୍ତ ଚାଲିଛି । ସୁନ୍ଦରଗଡ଼ ଓ କେନ୍ଦୁଝର ଜିଲ୍ଲାର ଖଣି ଲିଜ୍ ସମ୍ପର୍କରେ ସ୍ୱତନ୍ତ୍ର ସର୍ଭେ କରାଯିବ । ୨୪୪୯.୪୪ ଏକର ଜମିର ମାଲିକାନା ସମ୍ପର୍କରେ ସ୍ପଷ୍ଟତା ଆବଶ୍ୟକ ବୋଲି ଅଧିକାରୀମାନେ କହିଛନ୍ତି । ଏହି ପରିପ୍ରେକ୍ଷୀରେ ସରକାର ଏକ ଉଚ୍ଚସ୍ତରୀୟ କମିଟି ଗଠନ କରିବାକୁ ଚିନ୍ତା କରୁଛନ୍ତି । xyxy=(8,538,560,661)
story-mili-panda xyxy=(938,42,1491,285)
follow-text: ଆମକୁ ଫଲୋ କରନ୍ତୁ xyxy=(286,1517,362,1528)
tender-web[interactable]: http://tenders.gov.in | www.eastcoastrail.indianrailways.gov.in xyxy=(14,1011,294,1021)
tariff-cell: 77 xyxy=(962,1102,1035,1121)
tariff-cell: 2.31 xyxy=(1208,1012,1304,1045)
wildlife-line1: ରାଜ୍ୟସ୍ତରୀୟ ୫୮ ତମ ବନ୍ୟପ୍ରାଣୀ ସପ୍ତାହ ପାଳନ ଓ xyxy=(993,1333,1436,1393)
follow-text: ଆମକୁ ଫଲୋ କରନ୍ତୁ xyxy=(286,2315,362,2326)
tariff-cell: 0.66 xyxy=(1208,846,1304,879)
item-no: ଟେଣ୍ଡର ସଂ.41/KUR/TRD/OT/2012-13: NRG ରେ ଟ୍ରାକ୍ସନ କାର୍ଯ୍ୟ xyxy=(14,1806,287,1817)
vodafone-para2: ଏହି ଯୋଗାଯୋଗ ଏଥିପାଇଁ ପୂର୍ବର ଅନ୍ୟାନ୍ୟ ସବୁ ଏବଂ ପୂର୍ବର ଯୋଗାଯୋଗକୁ ବାତିଲ କରୁଛି । xyxy=(961,706,1450,722)
tariff-cell: 1.2p/2 ସେକେଣ୍ଡ 90 ଦିନ ପାଇଁ xyxy=(1034,1102,1208,1121)
headline: ୭୦୦୦ ରେଜିଷ୍ଟ୍ରେଶନ ହେଉଥିବା ସ୍ଥାନରେ ସବ୍‌ରେଜିଷ୍ଟ୍ରି ଅଫିସ ଖୋଲିବ xyxy=(30,41,538,125)
tender-dates: ଟେଣ୍ଡର ଦାଖଲ: ତା.06.11.2012 ରିଖ 12.00 ଘଟିକା ପର୍ଯ୍ୟନ୍ତ | ଖୋଲିବା: ତା.06.11.2012 ରିଖ 15.00 ଘଟିକା xyxy=(14,1328,351,1350)
coop-line: ସହଯୋଗ କରନ୍ତୁ xyxy=(787,809,889,828)
info-row-value: ପଣ୍ଡିତ ଉତ୍କଳମଣି ଗୋପବନ୍ଧୁ ଦାସଙ୍କ ସାହିତ୍ୟ xyxy=(564,1696,795,1711)
item-value: 7,12,866/- xyxy=(15,1786,151,1800)
event-date: ତାରିଖ : ୬ ଅକ୍ଟୋବର, ୨୦୧୨ (ଶନିବାର) xyxy=(1005,1857,1424,1888)
tender-item xyxy=(14,1299,364,1325)
item-form-cost: 2,000/- xyxy=(264,1657,363,1671)
tariff-cell: 100 ମିନିଟ୍ V2V 30 ଦିନ ପାଇଁ xyxy=(1034,898,1208,917)
guest-name: ଶ୍ରୀଯୁକ୍ତ ରାଜ କୁମାର ଶର୍ମା xyxy=(1021,1765,1408,1808)
tariff-cell: 11 xyxy=(962,917,1035,936)
note-item: • ପ୍ରତିଯୋଗୀମାନେ ସେମାନଙ୍କ ଶିକ୍ଷାନୁଷ୍ଠାନର ପରିଚୟପତ୍ର/ ପ୍ରଧାନଶିକ୍ଷକ/ ପ୍ରଧାନଶିକ୍ଷୟିତ୍ରୀଙ୍କ ଅନୁମତି ପତ୍ର ଆଣିବା ଆବଶ୍ୟକ । xyxy=(408,1965,918,1996)
coop-line: ସମବାୟ ବ୍ୟାଙ୍କରେ xyxy=(777,828,899,847)
tender-item xyxy=(14,1613,364,1639)
tariff-row xyxy=(962,879,1441,898)
paper-name: ଧରିତ୍ରୀ ୯ xyxy=(1397,4,1485,29)
tariff-cell: 27.26 xyxy=(1378,1045,1440,1064)
speaker-label: ମୁଖ୍ୟବକ୍ତା xyxy=(1169,1582,1260,1607)
sec3-label: ପ୍ରତିଯୋଗୀଙ୍କ ଯୋଗ୍ୟତା :- xyxy=(390,1844,531,1859)
info-row xyxy=(390,1749,918,1766)
tender-item xyxy=(14,1678,364,1704)
item-no: ଟେଣ୍ଡର ସଂ.37/KUR/TRD/OT/2012-13: TPCs ମରାମତି କାର୍ଯ୍ୟ xyxy=(14,1677,271,1688)
orhdc-house-icon: ⌂ xyxy=(577,1395,611,1433)
item-form-cost: 2,000/- xyxy=(264,1722,363,1736)
tariff-row xyxy=(962,898,1441,917)
tariff-cell: 15 ମିନିଟ୍ ଲୋକାଲ୍ + STD 1 ଦିନ ପାଇଁ xyxy=(1034,846,1208,879)
tariff-row xyxy=(962,1102,1441,1121)
story-emergency xyxy=(378,842,560,1607)
tariff-cell: 48 ମିନିଟ୍ ଲୋକାଲ୍ ଓ STD 6 ଦିନ ପାଇଁ xyxy=(1034,1012,1208,1045)
work-desc: ପୂର୍ବ ତଟ ରେଳପଥ ବିଭାଗରେ ଷ୍ଟେସନ ଓ ଅନ୍ୟାନ୍ୟ ଭବନ ନିର୍ମାଣ/ମରାମତି କାର୍ଯ୍ୟ ସମ୍ପର୍କିତ ଟେଣ୍ଡର xyxy=(14,912,333,934)
nalco-govt: (A Government of India Enterprise) xyxy=(670,1213,828,1223)
item-value: 14,45,457/- xyxy=(15,1689,160,1703)
sec1-label: ପ୍ରତିଯୋଗୀଙ୍କ ଯୋଗ୍ୟତା :- xyxy=(390,1716,531,1731)
info-row xyxy=(390,1678,918,1695)
info-row-label: ସମୟ xyxy=(390,1806,417,1821)
tariff-cell: 1 xyxy=(1304,879,1378,898)
tender-web[interactable]: www.eastcoastrail.indianrailways.gov.in | http://tenders.gov.in xyxy=(14,1354,294,1365)
info-row xyxy=(390,1823,918,1840)
tariff-cell: 68.53 xyxy=(1378,1102,1440,1121)
tender-item xyxy=(14,1645,364,1671)
rail-tender-2 xyxy=(8,1170,370,1535)
item-value: 26,75,984/- xyxy=(15,1250,214,1264)
odisha-emblem-icon: ☸ xyxy=(1178,1246,1252,1320)
item-no: ଟେଣ୍ଡର ସଂ.38/KUR/TRD/OT/2012-13: HCNR/TSS ଓ TMKA ରେ କାର୍ଯ୍ୟ xyxy=(14,1709,322,1720)
info-schedule-2 xyxy=(390,1788,918,1840)
item-value: 21,38,599/- xyxy=(15,1851,160,1865)
info-intro: (ରାଜସ୍ତରୀୟ ପଣ୍ଡିତ ଉତ୍କଳମଣି ଗୋପବନ୍ଧୁ ଦାସଙ୍କ ଜୟନ୍ତୀ ଏବଂ ଛାତ୍ର/ଛାତ୍ରୀଙ୍କ ପାଇଁ ଶ୍ରାଦ୍ଧ ଦିବସ/ ଲୋକ ନାୟକ ଜୟପ୍ରକାଶ ନାରାୟଣଙ୍କ ଜୟନ୍ତୀ ପାଳନ ଅବସରରେ) xyxy=(399,1607,908,1638)
tariff-cell: 16 xyxy=(962,955,1035,974)
info-row-value: ୬ଷ୍ଠ ଓ ୭ମ ଶ୍ରେଣୀର ଛାତ୍ର/ଛାତ୍ରୀ xyxy=(564,1860,736,1875)
